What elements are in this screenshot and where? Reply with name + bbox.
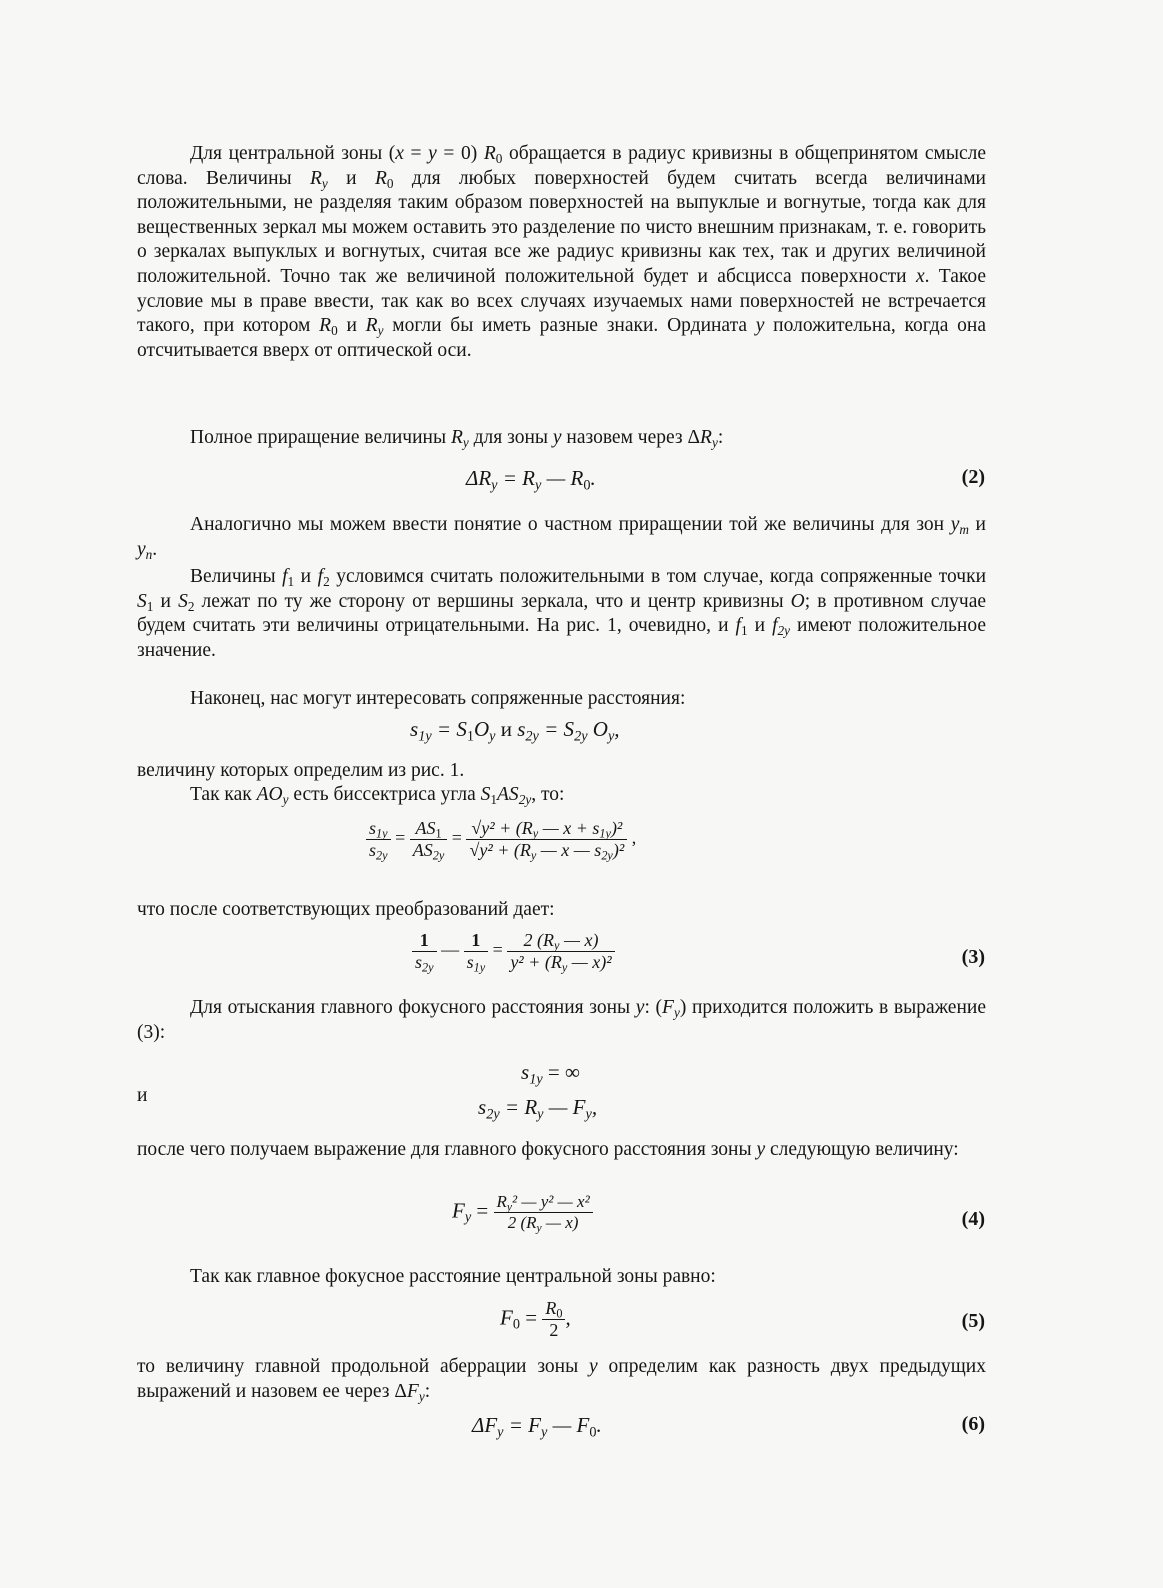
math-var: y <box>756 1139 766 1160</box>
text: положительна, когда она отсчитывается вверх от оптической оси. <box>137 315 986 361</box>
math-subscript: y <box>541 1424 548 1441</box>
math: — x — s <box>536 840 602 860</box>
math-subscript: y <box>497 1424 504 1441</box>
math: √y² + (R <box>469 840 531 860</box>
math: y² + (R <box>510 952 562 972</box>
math-var: y <box>635 997 645 1018</box>
math: R <box>545 1298 557 1318</box>
text: Так как главное фокусное расстояние центральной зоны равно: <box>190 1266 716 1287</box>
math: = S <box>431 717 467 741</box>
equation-number: (4) <box>961 1208 985 1230</box>
text: , то: <box>531 784 565 805</box>
math-var: y <box>950 514 960 535</box>
math: = F <box>503 1413 541 1437</box>
text: Так как <box>190 784 257 805</box>
math-subscript: 2 <box>323 573 330 589</box>
math-subscript: 1 <box>287 573 295 589</box>
math: — x + s <box>538 818 600 838</box>
math-var: f <box>735 615 741 637</box>
text: то величину главной продольной аберрации зоны <box>137 1356 590 1377</box>
fraction <box>410 818 448 861</box>
paragraph-conjugate-distances <box>137 687 986 712</box>
math: s <box>415 952 423 972</box>
math-var: S <box>137 590 147 612</box>
math: 2 (R <box>507 1213 537 1232</box>
equation-s1y-infinity <box>0 1060 1163 1100</box>
math: F <box>500 1305 513 1330</box>
math-subscript: y <box>418 1388 425 1404</box>
math-var: R <box>483 143 496 164</box>
math-var: f <box>282 566 288 587</box>
math-var: S <box>480 784 491 805</box>
equation-number: (2) <box>961 466 985 488</box>
text: есть биссектриса угла <box>288 784 481 805</box>
text: назовем через Δ <box>561 427 701 448</box>
math: s <box>369 840 377 860</box>
paragraph-aberration <box>137 1355 986 1404</box>
math-subscript: 0 <box>512 1316 520 1333</box>
math-subscript: 0 <box>556 1306 563 1321</box>
fraction <box>366 818 391 861</box>
text: что после соответствующих преобразований дает: <box>137 899 555 920</box>
fraction <box>494 1192 593 1233</box>
math: — F <box>543 1095 586 1119</box>
text: и <box>153 590 179 612</box>
paragraph-after-transform <box>137 898 986 923</box>
math-var: R <box>319 315 332 337</box>
math-subscript: y <box>537 1106 544 1123</box>
equation-body: $\frac{1}{s_{2y}}$ — $\frac{1}{s_{1y}}$ = $\frac{2 (R_y — x)}{y^2 + (R_y — x)^2}$ <box>412 930 615 973</box>
text: Полное приращение величины <box>190 427 451 448</box>
text: обращается в радиус кривизны в общепринятом смысле слова. Величины <box>137 143 986 189</box>
text: имеют положительное значение. <box>137 615 987 661</box>
math: 2 (R <box>523 930 555 950</box>
math-subscript: 2y <box>777 623 790 639</box>
math-subscript: y <box>377 323 384 339</box>
text: лежат по ту же сторону от вершины зеркала, что и центр кривизны <box>194 590 791 612</box>
math-subscript: 1 <box>490 791 498 807</box>
text: Наконец, нас могут интересовать сопряженные расстояния: <box>190 688 686 709</box>
math: s <box>369 818 377 838</box>
text: . Такое условие мы в праве ввести, так как во всех случаях изучаемых нами поверхностей не встречается такого, при котором <box>137 265 986 337</box>
paragraph-bisector <box>137 783 986 808</box>
text: Для центральной зоны ( <box>190 143 396 164</box>
math-subscript: y <box>585 1106 592 1123</box>
math: . <box>590 466 596 490</box>
math: F <box>452 1198 465 1223</box>
equation-body <box>466 466 596 494</box>
math-var: AS <box>497 784 519 805</box>
math-subscript: y <box>464 1209 472 1226</box>
math-subscript: 1 <box>466 728 474 745</box>
paragraph-focal-result <box>137 1138 986 1163</box>
math: — x) <box>541 1213 579 1232</box>
text: . <box>152 538 158 560</box>
text: после чего получаем выражение для главного фокусного расстояния зоны <box>137 1139 757 1160</box>
math: 2 <box>549 1320 559 1340</box>
equation-conjugate-distances <box>0 717 1163 757</box>
text: могли бы иметь разные знаки. Ордината <box>383 315 756 337</box>
math: . <box>596 1413 602 1437</box>
math-subscript: 2y <box>376 848 388 863</box>
math: s <box>521 1060 530 1084</box>
math-subscript: y <box>462 434 469 450</box>
text: и <box>968 514 986 535</box>
math-subscript: 0 <box>583 477 591 494</box>
math-var: x <box>915 265 925 287</box>
math: 1 <box>412 930 437 952</box>
equation-number: (6) <box>961 1413 985 1435</box>
paragraph-zones-definition <box>137 142 986 363</box>
math-var: y <box>589 1356 598 1377</box>
text: = 0) <box>436 143 484 164</box>
paragraph-partial-increment <box>137 513 986 562</box>
equation-3 <box>0 930 1163 994</box>
math-subscript: 1y <box>473 960 486 975</box>
math: O <box>473 717 490 741</box>
math-subscript: 2y <box>574 728 588 745</box>
math-subscript: 2y <box>422 960 434 975</box>
math: = ∞ <box>542 1060 580 1084</box>
equation-4 <box>0 1192 1163 1252</box>
math-subscript: y <box>489 728 496 745</box>
math-subscript: 1 <box>146 598 154 614</box>
fraction <box>542 1298 565 1341</box>
math-var: y <box>137 538 146 560</box>
paragraph-sign-convention <box>137 565 986 663</box>
math-var: S <box>178 590 188 612</box>
math: s <box>478 1095 487 1119</box>
math-var: x <box>395 143 404 164</box>
math: , <box>591 1095 598 1119</box>
math-subscript: 1 <box>435 826 442 841</box>
math-subscript: m <box>959 521 969 537</box>
text: условимся считать положительными в том случае, когда сопряженные точки <box>329 566 987 587</box>
math-subscript: y <box>506 1200 513 1214</box>
math: )² <box>610 818 623 838</box>
math: = S <box>538 717 575 741</box>
math-subscript: 0 <box>386 175 394 191</box>
math-var: y <box>428 143 437 164</box>
text: для зоны <box>468 427 553 448</box>
equation-s2y <box>0 1095 1163 1135</box>
text: следующую величину: <box>765 1139 959 1160</box>
math: ΔF <box>472 1413 498 1437</box>
math-var: f <box>772 615 778 637</box>
text: величину которых определим из рис. 1. <box>137 760 465 781</box>
equation-body <box>478 1095 598 1123</box>
equation-6 <box>0 1413 1163 1453</box>
text: для любых поверхностей будем считать всегда величинами положительными, не разделяя таким образом поверхностей на выпуклые и вогнутые, тогда как для вещественных зеркал мы можем оставить это разделение по чисто внешним признакам, т. е. говорить о зеркалах выпуклых и вогнутых, считая все же радиус кривизны как тех, так и других величиной положительной. Точно так же величиной положительной будет и абсцисса поверхности <box>137 167 986 287</box>
math: = R <box>499 1095 538 1119</box>
math: ² — y² — x² <box>512 1192 590 1211</box>
equation-body: $F_0$ = $\frac{R_0}{2}$ , <box>500 1298 571 1340</box>
equation-5 <box>0 1298 1163 1350</box>
math-subscript: 0 <box>331 323 338 339</box>
math-subscript: 1y <box>376 826 388 841</box>
conjunction-and: и <box>137 1085 148 1106</box>
math: s <box>466 952 474 972</box>
equation-ratio <box>0 818 1163 890</box>
text: определим как разность двух предыдущих выражений и назовем ее через Δ <box>137 1356 986 1402</box>
text: : <box>717 427 724 448</box>
math: O <box>587 717 608 741</box>
math: — x) <box>559 930 599 950</box>
fraction <box>412 930 437 973</box>
math-subscript: 1 <box>740 623 748 639</box>
text: ) приходится положить в выражение (3): <box>137 997 986 1043</box>
math-subscript: y <box>491 477 498 494</box>
equation-number: (5) <box>961 1310 985 1332</box>
text: : <box>424 1380 431 1402</box>
math-subscript: 2y <box>432 848 445 863</box>
math-subscript: 1y <box>599 826 611 841</box>
math-subscript: y <box>673 1004 680 1020</box>
math-subscript: n <box>145 546 153 562</box>
math: , <box>565 1305 571 1330</box>
math-subscript: y <box>535 477 542 494</box>
math-subscript: 0 <box>495 150 503 166</box>
math: — x)² <box>567 952 612 972</box>
math-var: R <box>309 167 322 189</box>
math-subscript: 2y <box>518 791 532 807</box>
equation-number: (3) <box>961 946 985 968</box>
math-var: F <box>662 997 674 1018</box>
math-subscript: y <box>607 728 615 745</box>
equation-body <box>472 1413 602 1441</box>
equation-2 <box>0 466 1163 506</box>
math-subscript: y <box>282 791 289 807</box>
text: : ( <box>644 997 663 1018</box>
math: )² <box>612 840 625 860</box>
math: AS <box>412 840 433 860</box>
math: 1 <box>464 930 489 952</box>
math-subscript: y <box>321 175 328 191</box>
math: s <box>410 717 419 741</box>
equation-body <box>521 1060 580 1088</box>
paragraph-from-fig <box>137 759 986 784</box>
fraction <box>464 930 489 973</box>
math-subscript: y <box>561 960 568 975</box>
math-subscript: 1y <box>529 1071 543 1088</box>
fraction <box>507 930 614 973</box>
text: ; в противном случае будем считать эти величины отрицательными. На рис. 1, очевидно, и <box>137 590 987 637</box>
math: = R <box>497 466 535 490</box>
equation-body: $\frac{s_{1y}}{s_{2y}}$ = $\frac{AS_1}{AS_{2y}}$ = $\frac{√y^2 + (R_y — x + s_{1y})^2}{√y^2 + (R_y — x — s_{2y})^2}$ , <box>366 818 636 861</box>
math-var: R <box>365 315 378 337</box>
math-subscript: 1y <box>418 728 432 745</box>
equation-body: $F_y$ = $\frac{R_y^2 — y^2 — x^2}{2 (R_y — x)}$ <box>452 1192 593 1233</box>
math-var: R <box>375 167 387 189</box>
math-var: R <box>700 427 712 448</box>
text: и <box>747 615 773 637</box>
text: = <box>403 143 429 164</box>
math: AS <box>415 818 436 838</box>
math-var: F <box>406 1380 419 1402</box>
text: и <box>294 566 318 587</box>
math-var: f <box>317 566 324 587</box>
paragraph-focal-search <box>137 996 986 1045</box>
math-var: y <box>552 427 562 448</box>
math-var: R <box>450 427 463 448</box>
math-var: AO <box>256 784 283 805</box>
math-subscript: 2y <box>486 1106 500 1123</box>
math: — R <box>541 466 584 490</box>
equation-body <box>410 717 620 745</box>
math-var: y <box>755 315 765 337</box>
math: s <box>517 717 526 741</box>
paragraph-central-focal <box>137 1265 986 1290</box>
text: и <box>327 167 375 189</box>
math: R <box>496 1192 507 1211</box>
math: и <box>495 717 518 741</box>
text: и <box>337 315 366 337</box>
math-var: O <box>790 590 805 612</box>
math-subscript: 2y <box>525 728 539 745</box>
math: — F <box>547 1413 590 1437</box>
paragraph-full-increment <box>137 426 986 451</box>
math-subscript: y <box>554 938 560 953</box>
text: Аналогично мы можем ввести понятие о частном приращении той же величины для зон <box>190 514 951 535</box>
math: √y² + (R <box>471 818 533 838</box>
math: , <box>631 827 637 848</box>
math: , <box>614 717 620 741</box>
math-subscript: 2 <box>187 598 195 614</box>
text: Для отыскания главного фокусного расстояния зоны <box>190 997 636 1018</box>
math-subscript: 0 <box>589 1424 597 1441</box>
math-subscript: y <box>711 434 718 450</box>
math: ΔR <box>466 466 492 490</box>
text: Величины <box>190 566 283 587</box>
math-subscript: y <box>530 848 537 863</box>
math-subscript: 2y <box>601 848 613 863</box>
math-subscript: y <box>536 1221 542 1235</box>
fraction <box>466 818 627 861</box>
math-subscript: y <box>532 826 539 841</box>
